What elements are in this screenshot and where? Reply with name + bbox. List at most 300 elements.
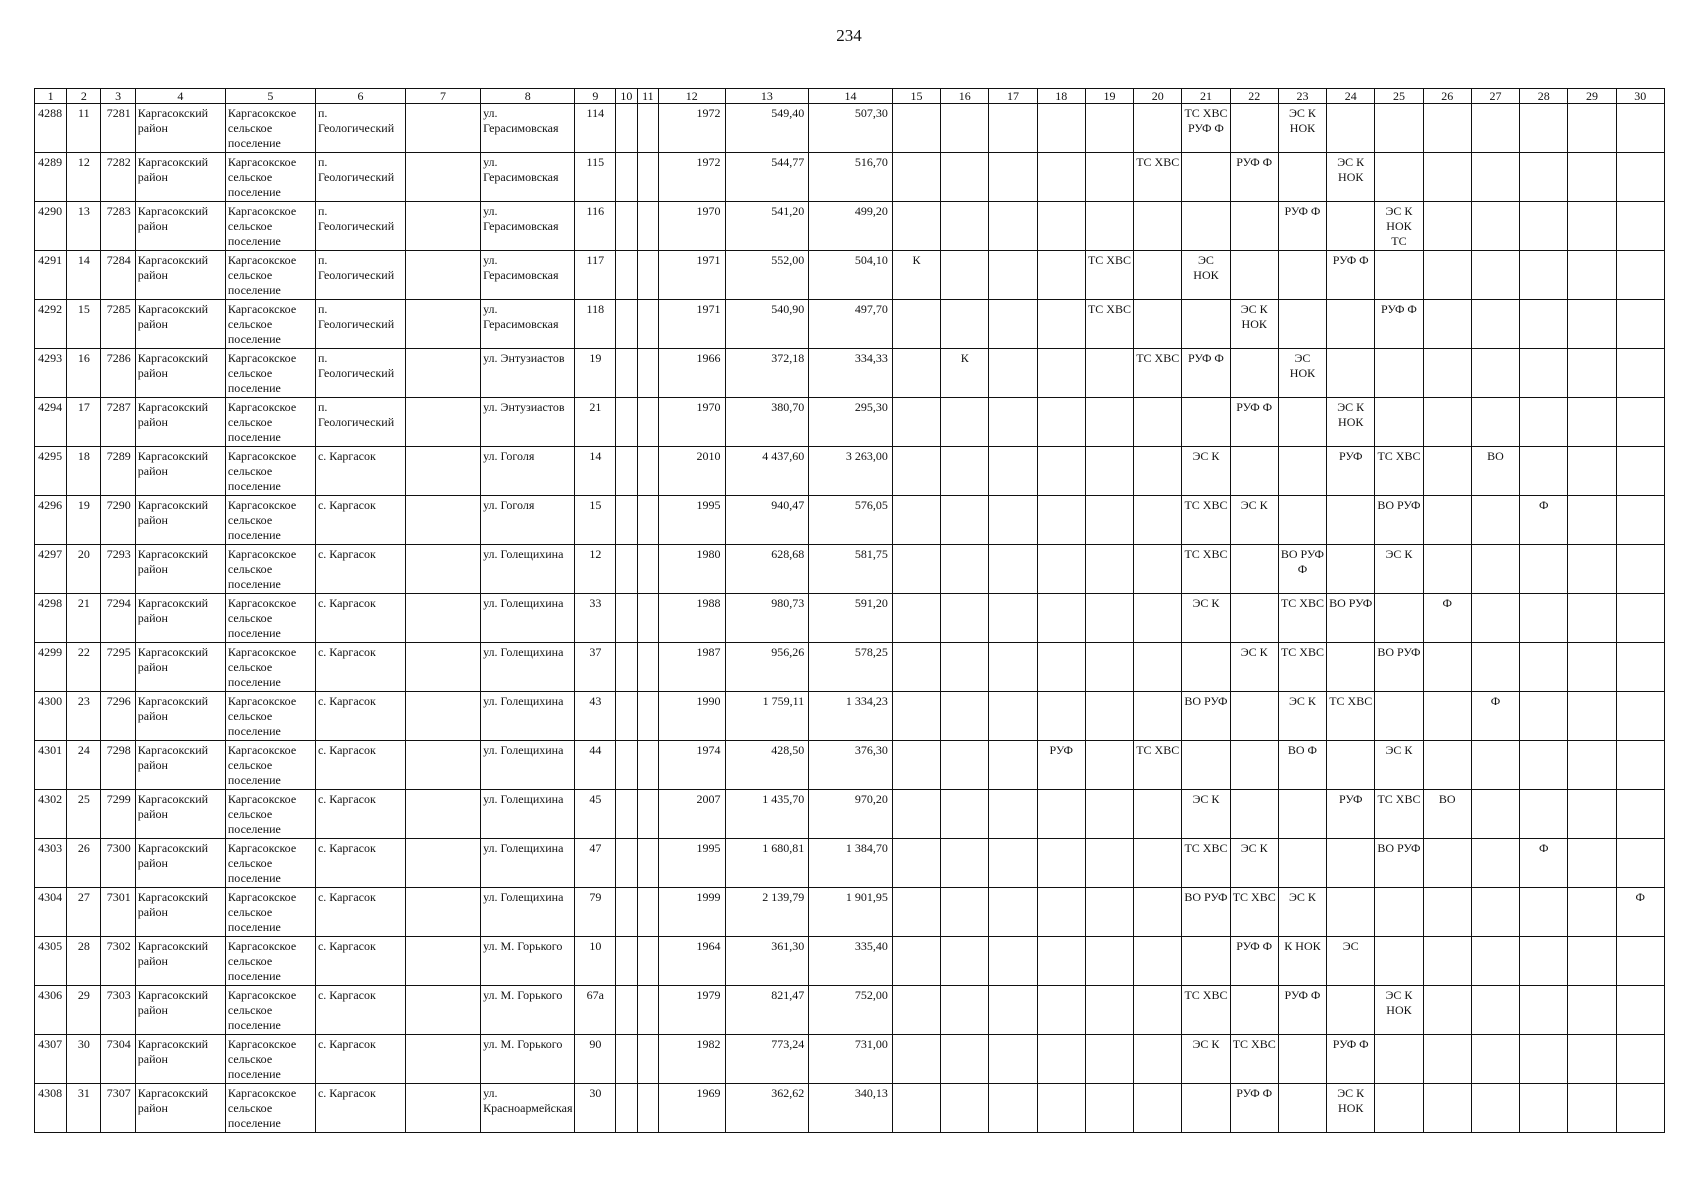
cell-col-10 xyxy=(616,1084,637,1133)
cell-col-27 xyxy=(1471,594,1519,643)
cell-col-8: ул. Голещихина xyxy=(481,594,575,643)
cell-col-21: ТС ХВС xyxy=(1182,496,1230,545)
cell-col-6: с. Каргасок xyxy=(315,1084,405,1133)
cell-col-21: ВО РУФ xyxy=(1182,692,1230,741)
cell-col-24 xyxy=(1327,104,1375,153)
cell-col-19 xyxy=(1085,692,1133,741)
cell-col-19 xyxy=(1085,202,1133,251)
cell-col-23 xyxy=(1278,839,1326,888)
cell-col-6: п. Геологический xyxy=(315,398,405,447)
cell-col-1: 4305 xyxy=(35,937,67,986)
cell-col-17 xyxy=(989,790,1037,839)
cell-col-12: 1972 xyxy=(659,153,725,202)
cell-col-16 xyxy=(941,153,989,202)
cell-col-18 xyxy=(1037,594,1085,643)
cell-col-18 xyxy=(1037,937,1085,986)
cell-col-15 xyxy=(892,937,940,986)
cell-col-26 xyxy=(1423,888,1471,937)
cell-col-8: ул. Голещихина xyxy=(481,545,575,594)
cell-col-16: К xyxy=(941,349,989,398)
cell-col-9: 21 xyxy=(575,398,616,447)
cell-col-3: 7287 xyxy=(101,398,135,447)
cell-col-13: 2 139,79 xyxy=(725,888,809,937)
cell-col-6: с. Каргасок xyxy=(315,545,405,594)
cell-col-15 xyxy=(892,104,940,153)
cell-col-17 xyxy=(989,153,1037,202)
cell-col-1: 4296 xyxy=(35,496,67,545)
cell-col-12: 1995 xyxy=(659,839,725,888)
cell-col-24: ЭС К НОК xyxy=(1327,153,1375,202)
column-header-9: 9 xyxy=(575,89,616,104)
cell-col-10 xyxy=(616,594,637,643)
cell-col-6: с. Каргасок xyxy=(315,741,405,790)
cell-col-14: 578,25 xyxy=(809,643,893,692)
cell-col-15 xyxy=(892,594,940,643)
cell-col-11 xyxy=(637,545,658,594)
cell-col-15 xyxy=(892,496,940,545)
table-row xyxy=(35,447,1665,496)
cell-col-29 xyxy=(1568,741,1616,790)
cell-col-3: 7299 xyxy=(101,790,135,839)
cell-col-11 xyxy=(637,986,658,1035)
cell-col-28 xyxy=(1520,545,1568,594)
cell-col-27 xyxy=(1471,349,1519,398)
cell-col-30 xyxy=(1616,594,1664,643)
cell-col-18 xyxy=(1037,692,1085,741)
cell-col-14: 1 901,95 xyxy=(809,888,893,937)
cell-col-4: Каргасокский район xyxy=(135,496,225,545)
cell-col-13: 628,68 xyxy=(725,545,809,594)
cell-col-11 xyxy=(637,202,658,251)
cell-col-20 xyxy=(1134,545,1182,594)
cell-col-10 xyxy=(616,496,637,545)
cell-col-23: К НОК xyxy=(1278,937,1326,986)
cell-col-8: ул. Гоголя xyxy=(481,447,575,496)
cell-col-17 xyxy=(989,545,1037,594)
cell-col-26 xyxy=(1423,300,1471,349)
cell-col-16 xyxy=(941,1084,989,1133)
cell-col-6: с. Каргасок xyxy=(315,937,405,986)
cell-col-10 xyxy=(616,202,637,251)
cell-col-2: 30 xyxy=(67,1035,101,1084)
cell-col-4: Каргасокский район xyxy=(135,986,225,1035)
cell-col-28 xyxy=(1520,888,1568,937)
cell-col-9: 12 xyxy=(575,545,616,594)
cell-col-13: 1 680,81 xyxy=(725,839,809,888)
cell-col-24 xyxy=(1327,496,1375,545)
cell-col-25 xyxy=(1375,398,1423,447)
cell-col-16 xyxy=(941,398,989,447)
cell-col-11 xyxy=(637,1084,658,1133)
cell-col-26 xyxy=(1423,545,1471,594)
cell-col-24: ВО РУФ xyxy=(1327,594,1375,643)
column-header-6: 6 xyxy=(315,89,405,104)
cell-col-13: 4 437,60 xyxy=(725,447,809,496)
cell-col-18 xyxy=(1037,447,1085,496)
cell-col-10 xyxy=(616,741,637,790)
cell-col-15 xyxy=(892,692,940,741)
cell-col-6: п. Геологический xyxy=(315,349,405,398)
cell-col-14: 499,20 xyxy=(809,202,893,251)
cell-col-11 xyxy=(637,790,658,839)
column-header-17: 17 xyxy=(989,89,1037,104)
cell-col-21: ЭС К xyxy=(1182,447,1230,496)
cell-col-8: ул. Голещихина xyxy=(481,692,575,741)
cell-col-25 xyxy=(1375,349,1423,398)
cell-col-10 xyxy=(616,300,637,349)
cell-col-15 xyxy=(892,643,940,692)
cell-col-13: 380,70 xyxy=(725,398,809,447)
cell-col-10 xyxy=(616,153,637,202)
cell-col-14: 1 334,23 xyxy=(809,692,893,741)
cell-col-9: 115 xyxy=(575,153,616,202)
cell-col-25: РУФ Ф xyxy=(1375,300,1423,349)
cell-col-1: 4291 xyxy=(35,251,67,300)
cell-col-9: 47 xyxy=(575,839,616,888)
cell-col-13: 544,77 xyxy=(725,153,809,202)
column-header-11: 11 xyxy=(637,89,658,104)
cell-col-1: 4293 xyxy=(35,349,67,398)
cell-col-13: 540,90 xyxy=(725,300,809,349)
cell-col-5: Каргасокское сельское поселение xyxy=(225,545,315,594)
cell-col-25: ЭС К xyxy=(1375,741,1423,790)
cell-col-27 xyxy=(1471,545,1519,594)
cell-col-11 xyxy=(637,1035,658,1084)
cell-col-17 xyxy=(989,349,1037,398)
cell-col-21: РУФ Ф xyxy=(1182,349,1230,398)
cell-col-21: ТС ХВС xyxy=(1182,545,1230,594)
cell-col-17 xyxy=(989,643,1037,692)
cell-col-29 xyxy=(1568,839,1616,888)
cell-col-26 xyxy=(1423,104,1471,153)
cell-col-30 xyxy=(1616,300,1664,349)
cell-col-26 xyxy=(1423,1035,1471,1084)
cell-col-17 xyxy=(989,986,1037,1035)
cell-col-1: 4295 xyxy=(35,447,67,496)
cell-col-27 xyxy=(1471,839,1519,888)
cell-col-2: 11 xyxy=(67,104,101,153)
cell-col-5: Каргасокское сельское поселение xyxy=(225,790,315,839)
cell-col-18 xyxy=(1037,398,1085,447)
cell-col-3: 7307 xyxy=(101,1084,135,1133)
cell-col-6: с. Каргасок xyxy=(315,986,405,1035)
cell-col-23 xyxy=(1278,251,1326,300)
table-row xyxy=(35,496,1665,545)
cell-col-26 xyxy=(1423,447,1471,496)
cell-col-4: Каргасокский район xyxy=(135,937,225,986)
cell-col-15 xyxy=(892,447,940,496)
cell-col-22 xyxy=(1230,202,1278,251)
cell-col-30 xyxy=(1616,1035,1664,1084)
cell-col-3: 7283 xyxy=(101,202,135,251)
table-row xyxy=(35,300,1665,349)
cell-col-27 xyxy=(1471,937,1519,986)
cell-col-20 xyxy=(1134,104,1182,153)
column-header-3: 3 xyxy=(101,89,135,104)
cell-col-11 xyxy=(637,888,658,937)
cell-col-2: 22 xyxy=(67,643,101,692)
cell-col-20 xyxy=(1134,496,1182,545)
cell-col-11 xyxy=(637,398,658,447)
cell-col-18 xyxy=(1037,202,1085,251)
cell-col-28 xyxy=(1520,1084,1568,1133)
cell-col-23: ВО Ф xyxy=(1278,741,1326,790)
cell-col-20 xyxy=(1134,643,1182,692)
cell-col-15 xyxy=(892,888,940,937)
cell-col-16 xyxy=(941,496,989,545)
cell-col-12: 1990 xyxy=(659,692,725,741)
cell-col-28 xyxy=(1520,104,1568,153)
cell-col-22 xyxy=(1230,594,1278,643)
cell-col-4: Каргасокский район xyxy=(135,202,225,251)
cell-col-9: 33 xyxy=(575,594,616,643)
cell-col-7 xyxy=(406,398,481,447)
cell-col-19 xyxy=(1085,937,1133,986)
cell-col-21: ЭС К xyxy=(1182,790,1230,839)
cell-col-12: 1974 xyxy=(659,741,725,790)
cell-col-20 xyxy=(1134,447,1182,496)
cell-col-4: Каргасокский район xyxy=(135,692,225,741)
cell-col-24 xyxy=(1327,839,1375,888)
cell-col-20 xyxy=(1134,1084,1182,1133)
cell-col-22: ТС ХВС xyxy=(1230,888,1278,937)
cell-col-30 xyxy=(1616,741,1664,790)
cell-col-18 xyxy=(1037,888,1085,937)
cell-col-19: ТС ХВС xyxy=(1085,251,1133,300)
column-header-2: 2 xyxy=(67,89,101,104)
cell-col-3: 7304 xyxy=(101,1035,135,1084)
cell-col-15 xyxy=(892,153,940,202)
column-header-25: 25 xyxy=(1375,89,1423,104)
cell-col-15 xyxy=(892,1084,940,1133)
cell-col-28 xyxy=(1520,153,1568,202)
cell-col-9: 37 xyxy=(575,643,616,692)
cell-col-1: 4288 xyxy=(35,104,67,153)
cell-col-15 xyxy=(892,790,940,839)
cell-col-7 xyxy=(406,594,481,643)
cell-col-5: Каргасокское сельское поселение xyxy=(225,888,315,937)
cell-col-23: ЭС К xyxy=(1278,692,1326,741)
cell-col-29 xyxy=(1568,692,1616,741)
cell-col-15 xyxy=(892,1035,940,1084)
table-row xyxy=(35,594,1665,643)
cell-col-17 xyxy=(989,398,1037,447)
cell-col-2: 14 xyxy=(67,251,101,300)
cell-col-12: 2007 xyxy=(659,790,725,839)
column-header-5: 5 xyxy=(225,89,315,104)
cell-col-19 xyxy=(1085,888,1133,937)
cell-col-29 xyxy=(1568,447,1616,496)
cell-col-11 xyxy=(637,643,658,692)
cell-col-13: 362,62 xyxy=(725,1084,809,1133)
cell-col-2: 31 xyxy=(67,1084,101,1133)
cell-col-20 xyxy=(1134,692,1182,741)
cell-col-20: ТС ХВС xyxy=(1134,153,1182,202)
cell-col-8: ул. Гоголя xyxy=(481,496,575,545)
column-header-1: 1 xyxy=(35,89,67,104)
cell-col-3: 7286 xyxy=(101,349,135,398)
cell-col-26: Ф xyxy=(1423,594,1471,643)
cell-col-8: ул. Энтузиастов xyxy=(481,349,575,398)
cell-col-8: ул. Герасимовская xyxy=(481,153,575,202)
cell-col-23 xyxy=(1278,153,1326,202)
cell-col-23: ТС ХВС xyxy=(1278,643,1326,692)
cell-col-10 xyxy=(616,251,637,300)
cell-col-17 xyxy=(989,888,1037,937)
cell-col-4: Каргасокский район xyxy=(135,1035,225,1084)
cell-col-29 xyxy=(1568,104,1616,153)
column-header-7: 7 xyxy=(406,89,481,104)
cell-col-24: РУФ xyxy=(1327,790,1375,839)
cell-col-22: ТС ХВС xyxy=(1230,1035,1278,1084)
cell-col-19 xyxy=(1085,153,1133,202)
cell-col-23: ЭС К xyxy=(1278,888,1326,937)
cell-col-30 xyxy=(1616,1084,1664,1133)
cell-col-15 xyxy=(892,986,940,1035)
cell-col-1: 4307 xyxy=(35,1035,67,1084)
cell-col-27 xyxy=(1471,790,1519,839)
cell-col-22 xyxy=(1230,251,1278,300)
cell-col-21 xyxy=(1182,1084,1230,1133)
cell-col-30 xyxy=(1616,839,1664,888)
cell-col-3: 7281 xyxy=(101,104,135,153)
cell-col-4: Каргасокский район xyxy=(135,790,225,839)
cell-col-5: Каргасокское сельское поселение xyxy=(225,986,315,1035)
cell-col-17 xyxy=(989,202,1037,251)
column-header-28: 28 xyxy=(1520,89,1568,104)
cell-col-29 xyxy=(1568,496,1616,545)
cell-col-29 xyxy=(1568,545,1616,594)
cell-col-25: ЭС К НОК xyxy=(1375,986,1423,1035)
cell-col-8: ул. М. Горького xyxy=(481,986,575,1035)
cell-col-26 xyxy=(1423,153,1471,202)
cell-col-7 xyxy=(406,741,481,790)
cell-col-14: 334,33 xyxy=(809,349,893,398)
cell-col-14: 376,30 xyxy=(809,741,893,790)
cell-col-27 xyxy=(1471,643,1519,692)
column-header-14: 14 xyxy=(809,89,893,104)
cell-col-13: 821,47 xyxy=(725,986,809,1035)
table-row xyxy=(35,202,1665,251)
cell-col-11 xyxy=(637,594,658,643)
cell-col-19 xyxy=(1085,986,1133,1035)
cell-col-2: 20 xyxy=(67,545,101,594)
cell-col-20 xyxy=(1134,594,1182,643)
cell-col-26 xyxy=(1423,349,1471,398)
cell-col-26 xyxy=(1423,839,1471,888)
cell-col-12: 1966 xyxy=(659,349,725,398)
cell-col-17 xyxy=(989,1084,1037,1133)
cell-col-24 xyxy=(1327,888,1375,937)
cell-col-1: 4303 xyxy=(35,839,67,888)
cell-col-21: ВО РУФ xyxy=(1182,888,1230,937)
cell-col-25 xyxy=(1375,937,1423,986)
cell-col-19 xyxy=(1085,741,1133,790)
cell-col-27 xyxy=(1471,300,1519,349)
cell-col-13: 372,18 xyxy=(725,349,809,398)
cell-col-26 xyxy=(1423,937,1471,986)
cell-col-13: 980,73 xyxy=(725,594,809,643)
column-header-4: 4 xyxy=(135,89,225,104)
cell-col-21 xyxy=(1182,300,1230,349)
cell-col-12: 1964 xyxy=(659,937,725,986)
cell-col-27: Ф xyxy=(1471,692,1519,741)
table-row xyxy=(35,888,1665,937)
cell-col-23: ТС ХВС xyxy=(1278,594,1326,643)
cell-col-16 xyxy=(941,937,989,986)
cell-col-20 xyxy=(1134,790,1182,839)
cell-col-14: 504,10 xyxy=(809,251,893,300)
cell-col-14: 1 384,70 xyxy=(809,839,893,888)
cell-col-5: Каргасокское сельское поселение xyxy=(225,937,315,986)
cell-col-11 xyxy=(637,447,658,496)
cell-col-30 xyxy=(1616,447,1664,496)
cell-col-13: 956,26 xyxy=(725,643,809,692)
cell-col-7 xyxy=(406,104,481,153)
cell-col-17 xyxy=(989,937,1037,986)
cell-col-3: 7289 xyxy=(101,447,135,496)
cell-col-18 xyxy=(1037,1035,1085,1084)
cell-col-28 xyxy=(1520,202,1568,251)
cell-col-17 xyxy=(989,104,1037,153)
cell-col-14: 752,00 xyxy=(809,986,893,1035)
cell-col-11 xyxy=(637,496,658,545)
cell-col-24 xyxy=(1327,741,1375,790)
cell-col-23: ВО РУФ Ф xyxy=(1278,545,1326,594)
cell-col-28 xyxy=(1520,986,1568,1035)
cell-col-26 xyxy=(1423,741,1471,790)
cell-col-17 xyxy=(989,300,1037,349)
cell-col-5: Каргасокское сельское поселение xyxy=(225,496,315,545)
column-header-22: 22 xyxy=(1230,89,1278,104)
cell-col-17 xyxy=(989,692,1037,741)
cell-col-15 xyxy=(892,398,940,447)
cell-col-13: 1 759,11 xyxy=(725,692,809,741)
cell-col-19: ТС ХВС xyxy=(1085,300,1133,349)
cell-col-28 xyxy=(1520,741,1568,790)
column-header-16: 16 xyxy=(941,89,989,104)
cell-col-3: 7300 xyxy=(101,839,135,888)
cell-col-7 xyxy=(406,937,481,986)
cell-col-24 xyxy=(1327,349,1375,398)
cell-col-8: ул. Голещихина xyxy=(481,790,575,839)
cell-col-2: 23 xyxy=(67,692,101,741)
cell-col-11 xyxy=(637,300,658,349)
cell-col-10 xyxy=(616,986,637,1035)
cell-col-21 xyxy=(1182,741,1230,790)
cell-col-7 xyxy=(406,643,481,692)
cell-col-30 xyxy=(1616,986,1664,1035)
cell-col-12: 1971 xyxy=(659,251,725,300)
cell-col-23: РУФ Ф xyxy=(1278,986,1326,1035)
cell-col-9: 116 xyxy=(575,202,616,251)
cell-col-23 xyxy=(1278,1035,1326,1084)
cell-col-25: ТС ХВС xyxy=(1375,790,1423,839)
cell-col-7 xyxy=(406,790,481,839)
cell-col-6: с. Каргасок xyxy=(315,888,405,937)
cell-col-16 xyxy=(941,741,989,790)
cell-col-2: 27 xyxy=(67,888,101,937)
cell-col-4: Каргасокский район xyxy=(135,300,225,349)
cell-col-25 xyxy=(1375,153,1423,202)
cell-col-19 xyxy=(1085,594,1133,643)
cell-col-12: 1999 xyxy=(659,888,725,937)
cell-col-8: ул. Голещихина xyxy=(481,839,575,888)
cell-col-19 xyxy=(1085,1035,1133,1084)
cell-col-24: ЭС К НОК xyxy=(1327,1084,1375,1133)
cell-col-11 xyxy=(637,692,658,741)
cell-col-2: 15 xyxy=(67,300,101,349)
